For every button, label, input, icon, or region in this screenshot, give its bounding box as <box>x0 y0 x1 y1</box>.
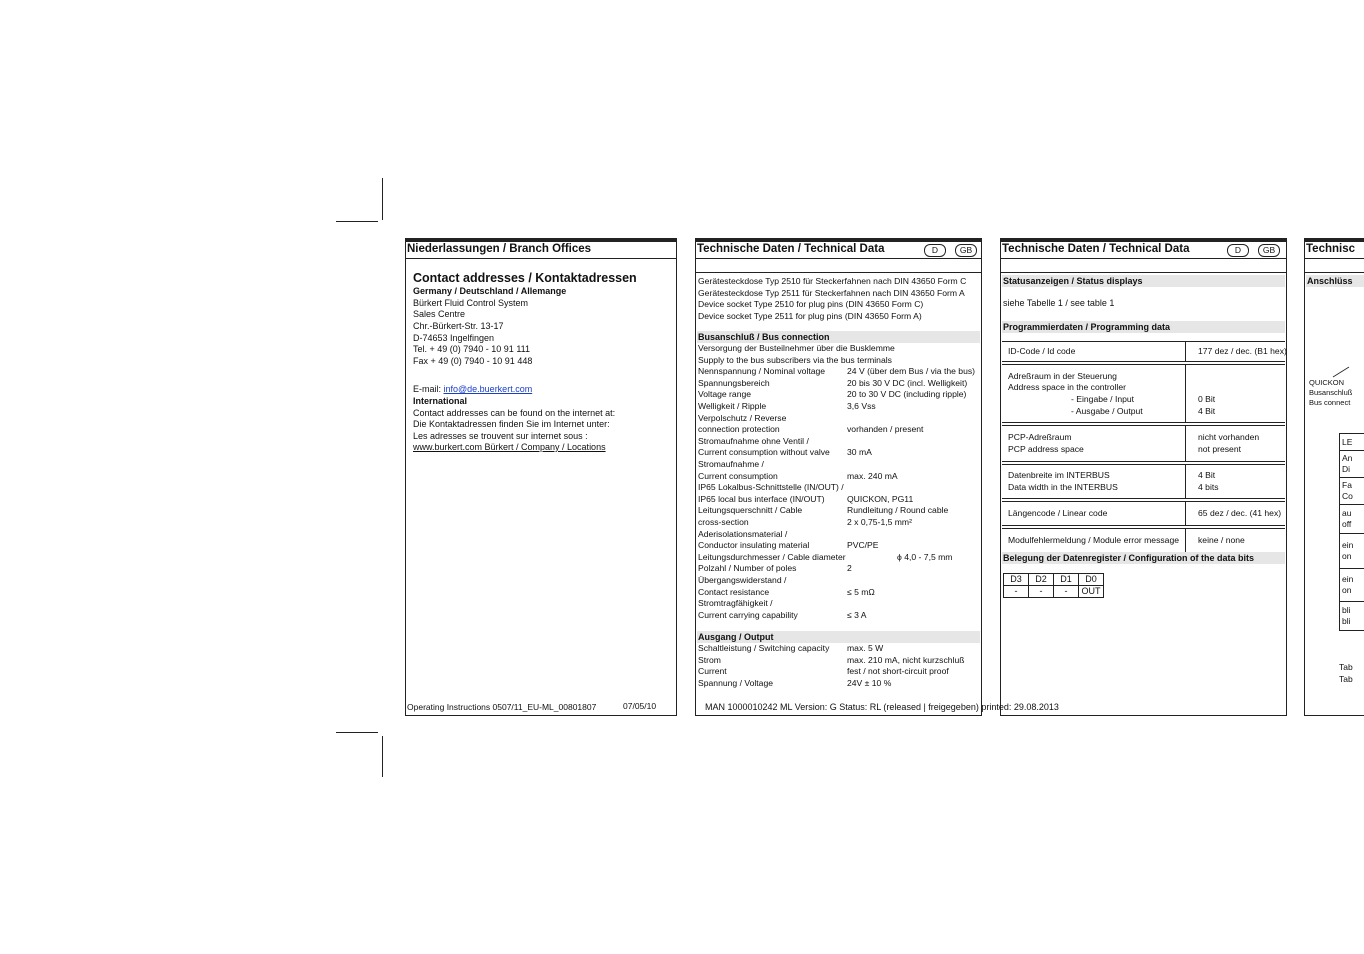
led-table-cell: bli <box>1342 616 1351 626</box>
spec-label: connection protection <box>698 424 780 435</box>
programming-label: PCP-Adreßraum <box>1008 432 1072 443</box>
spec-value: 24 V (über dem Bus / via the bus) <box>847 366 976 377</box>
spec-value: 20 to 30 V DC (including ripple) <box>847 389 967 400</box>
connector-pointer-line <box>1331 365 1351 379</box>
technical-data-panel-2 <box>1000 238 1287 716</box>
data-bits-table <box>1003 573 1104 598</box>
programming-label: Address space in the controller <box>1008 382 1126 393</box>
spec-value: 30 mA <box>847 447 872 458</box>
intl-line: Die Kontaktadressen finden Sie im Internet unter: <box>413 419 610 429</box>
technical-data-panel-3 <box>1304 238 1364 716</box>
programming-data-section: Programmierdaten / Programming data <box>1002 321 1285 333</box>
diagram-label: Bus connect <box>1309 398 1351 407</box>
bit-header: D3 <box>1004 574 1029 586</box>
spec-label: Schaltleistung / Switching capacity <box>698 643 830 653</box>
led-table-cell: on <box>1342 585 1352 595</box>
spec-value: Rundleitung / Round cable <box>847 505 949 516</box>
spec-label: Current <box>698 666 727 677</box>
document-status-line: MAN 1000010242 ML Version: G Status: RL (released | freigegeben) printed: 29.08.2013 <box>705 702 1059 712</box>
bit-header: D1 <box>1054 574 1079 586</box>
programming-label: PCP address space <box>1008 444 1084 454</box>
email-label: E-mail: <box>413 384 444 394</box>
led-table-cell: ein <box>1342 540 1354 550</box>
spec-value: 24V ± 10 % <box>847 677 892 688</box>
spec-value: PVC/PE <box>847 540 879 551</box>
spec-label: Nennspannung / Nominal voltage <box>698 366 826 377</box>
panel-title: Technische Daten / Technical Data <box>1002 243 1190 255</box>
phone-line: Tel. + 49 (0) 7940 - 10 91 111 <box>413 344 530 354</box>
spec-label: Übergangswiderstand / <box>698 575 787 585</box>
programming-value: 0 Bit <box>1198 394 1216 404</box>
spec-label: Stromaufnahme / <box>698 459 764 469</box>
bit-value: - <box>1029 586 1054 598</box>
spec-value: vorhanden / present <box>847 424 924 435</box>
spec-label: Spannungsbereich <box>698 377 770 388</box>
programming-value: 177 dez / dec. (B1 hex) <box>1198 346 1287 357</box>
status-text: siehe Tabelle 1 / see table 1 <box>1003 298 1115 308</box>
led-table-cell: ein <box>1342 574 1354 584</box>
led-table-cell: off <box>1342 519 1352 529</box>
spec-label: Current carrying capability <box>698 609 798 620</box>
spec-label: Stromtragfähigkeit / <box>698 598 773 609</box>
spec-value: max. 5 W <box>847 643 884 653</box>
spec-value: ≤ 3 A <box>847 609 867 620</box>
led-table-cell: bli <box>1342 605 1351 615</box>
spec-value: QUICKON, PG11 <box>847 493 914 504</box>
programming-label: Data width in the INTERBUS <box>1008 482 1118 492</box>
lang-badge-d: D <box>1227 244 1249 257</box>
lang-badge-gb: GB <box>1258 244 1280 257</box>
panel-header: Niederlassungen / Branch Offices <box>406 239 676 259</box>
footer-doc-id: Operating Instructions 0507/11_EU-ML_00801807 <box>407 702 597 712</box>
led-table-cell: An <box>1342 453 1353 463</box>
spec-label: Current consumption <box>698 470 778 481</box>
international-label: International <box>413 396 468 406</box>
header-divider <box>1305 272 1364 273</box>
spec-value: max. 210 mA, nicht kurzschluß <box>847 654 965 665</box>
spec-label: Leitungsquerschnitt / Cable <box>698 505 803 516</box>
column-divider <box>1185 528 1186 553</box>
bit-value: OUT <box>1079 586 1104 598</box>
spec-label: IP65 local bus interface (IN/OUT) <box>698 493 825 504</box>
intl-line: Contact addresses can be found on the internet at: <box>413 408 616 418</box>
country-label: Germany / Deutschland / Allemange <box>413 286 567 296</box>
programming-value: 4 Bit <box>1198 470 1216 481</box>
spec-label: Supply to the bus subscribers via the bus terminals <box>698 354 892 365</box>
website-link[interactable]: www.burkert.com Bürkert / Company / Locations <box>413 442 606 452</box>
spec-label: Versorgung der Busteilnehmer über die Busklemme <box>698 343 895 353</box>
intl-line: Les adresses se trouvent sur internet sous : <box>413 431 588 441</box>
column-divider <box>1185 464 1186 499</box>
output-section: Ausgang / Output <box>697 631 980 643</box>
column-divider <box>1185 364 1186 423</box>
spec-value: max. 240 mA <box>847 470 898 481</box>
bus-connection-section: Busanschluß / Bus connection <box>697 331 980 343</box>
led-table-cell: LE <box>1342 436 1353 447</box>
address-line: D-74653 Ingelfingen <box>413 333 495 343</box>
address-line: Chr.-Bürkert-Str. 13-17 <box>413 321 504 331</box>
spec-value: 2 <box>847 563 852 574</box>
intro-line: Gerätesteckdose Typ 2510 für Steckerfahnen nach DIN 43650 Form C <box>698 276 967 286</box>
led-table-cell: Fa <box>1342 480 1352 490</box>
connection-section: Anschlüss <box>1306 275 1364 287</box>
spec-value: fest / not short-circuit proof <box>847 666 949 677</box>
spec-label: Welligkeit / Ripple <box>698 401 767 411</box>
spec-label: IP65 Lokalbus-Schnittstelle (IN/OUT) / <box>698 482 844 493</box>
spec-label: Current consumption without valve <box>698 447 830 458</box>
email-line <box>413 384 532 396</box>
crop-mark <box>336 221 378 222</box>
spec-label: Verpolschutz / Reverse <box>698 412 787 423</box>
spec-label: Contact resistance <box>698 586 770 597</box>
programming-label: Adreßraum in der Steuerung <box>1008 370 1117 381</box>
programming-value: 4 bits <box>1198 482 1219 492</box>
fax-line: Fax + 49 (0) 7940 - 10 91 448 <box>413 356 533 366</box>
spec-label: Conductor insulating material <box>698 540 810 551</box>
programming-value: 4 Bit <box>1198 405 1216 416</box>
spec-label: Aderisolationsmaterial / <box>698 528 788 539</box>
spec-label: Strom <box>698 654 721 665</box>
diagram-label: QUICKON <box>1309 378 1345 387</box>
header-divider <box>1001 272 1286 273</box>
spec-label: Voltage range <box>698 389 752 400</box>
spec-label: Polzahl / Number of poles <box>698 563 797 574</box>
column-divider <box>1185 425 1186 462</box>
crop-mark <box>382 736 383 777</box>
spec-value: ≤ 5 mΩ <box>847 586 875 597</box>
programming-label: - Eingabe / Input <box>1071 394 1135 404</box>
contact-title: Contact addresses / Kontaktadressen <box>413 271 637 285</box>
spec-label: Stromaufnahme ohne Ventil / <box>698 435 809 446</box>
led-table-cell: Di <box>1342 464 1351 474</box>
programming-value: nicht vorhanden <box>1198 432 1260 443</box>
branch-offices-panel <box>405 238 677 716</box>
led-table-cell: on <box>1342 551 1352 561</box>
lang-badge-d: D <box>924 244 946 257</box>
lang-badge-gb: GB <box>955 244 977 257</box>
programming-label: Datenbreite im INTERBUS <box>1008 470 1110 481</box>
programming-label: - Ausgabe / Output <box>1071 405 1143 416</box>
technical-data-panel-1 <box>695 238 982 716</box>
programming-value: not present <box>1198 444 1241 454</box>
panel-header <box>1001 239 1286 259</box>
table-caption: Tab <box>1339 662 1353 672</box>
bit-value: - <box>1054 586 1079 598</box>
header-divider <box>696 272 981 273</box>
panel-header: Technisc <box>1305 239 1364 259</box>
programming-label: Modulfehlermeldung / Module error message <box>1008 535 1180 546</box>
programming-value: keine / none <box>1198 535 1245 546</box>
spec-value: 3,6 Vss <box>847 401 876 411</box>
bit-header: D2 <box>1029 574 1054 586</box>
programming-label: ID-Code / Id code <box>1008 346 1076 357</box>
spec-label: Leitungsdurchmesser / Cable diameter <box>698 551 846 562</box>
footer-date: 07/05/10 <box>623 701 657 711</box>
address-line: Sales Centre <box>413 309 466 319</box>
bit-header: D0 <box>1079 574 1104 586</box>
table-caption: Tab <box>1339 674 1353 684</box>
intro-line: Device socket Type 2510 for plug pins (DIN 43650 Form C) <box>698 299 924 310</box>
programming-label: Längencode / Linear code <box>1008 508 1108 519</box>
intro-line: Device socket Type 2511 for plug pins (DIN 43650 Form A) <box>698 310 922 321</box>
spec-value: ϕ 4,0 - 7,5 mm <box>897 551 953 562</box>
diagram-label: Busanschluß <box>1309 388 1353 397</box>
crop-mark <box>336 732 378 733</box>
panel-title: Technische Daten / Technical Data <box>697 243 885 255</box>
crop-mark <box>382 178 383 220</box>
programming-value: 65 dez / dec. (41 hex) <box>1198 508 1282 519</box>
intro-line: Gerätesteckdose Typ 2511 für Steckerfahnen nach DIN 43650 Form A <box>698 287 965 298</box>
data-bits-section: Belegung der Datenregister / Configuration of the data bits <box>1002 552 1285 564</box>
spec-value: 2 x 0,75-1,5 mm² <box>847 517 912 527</box>
status-displays-section: Statusanzeigen / Status displays <box>1002 275 1285 287</box>
led-table-cell: au <box>1342 508 1352 518</box>
led-table-cell: Co <box>1342 491 1353 501</box>
email-link[interactable]: info@de.buerkert.com <box>443 384 533 394</box>
spec-value: 20 bis 30 V DC (incl. Welligkeit) <box>847 377 968 388</box>
bit-value: - <box>1004 586 1029 598</box>
spec-label: Spannung / Voltage <box>698 677 774 688</box>
panel-header <box>696 239 981 259</box>
address-line: Bürkert Fluid Control System <box>413 298 529 308</box>
column-divider <box>1185 501 1186 526</box>
column-divider <box>1185 341 1186 362</box>
spec-label: cross-section <box>698 517 749 527</box>
